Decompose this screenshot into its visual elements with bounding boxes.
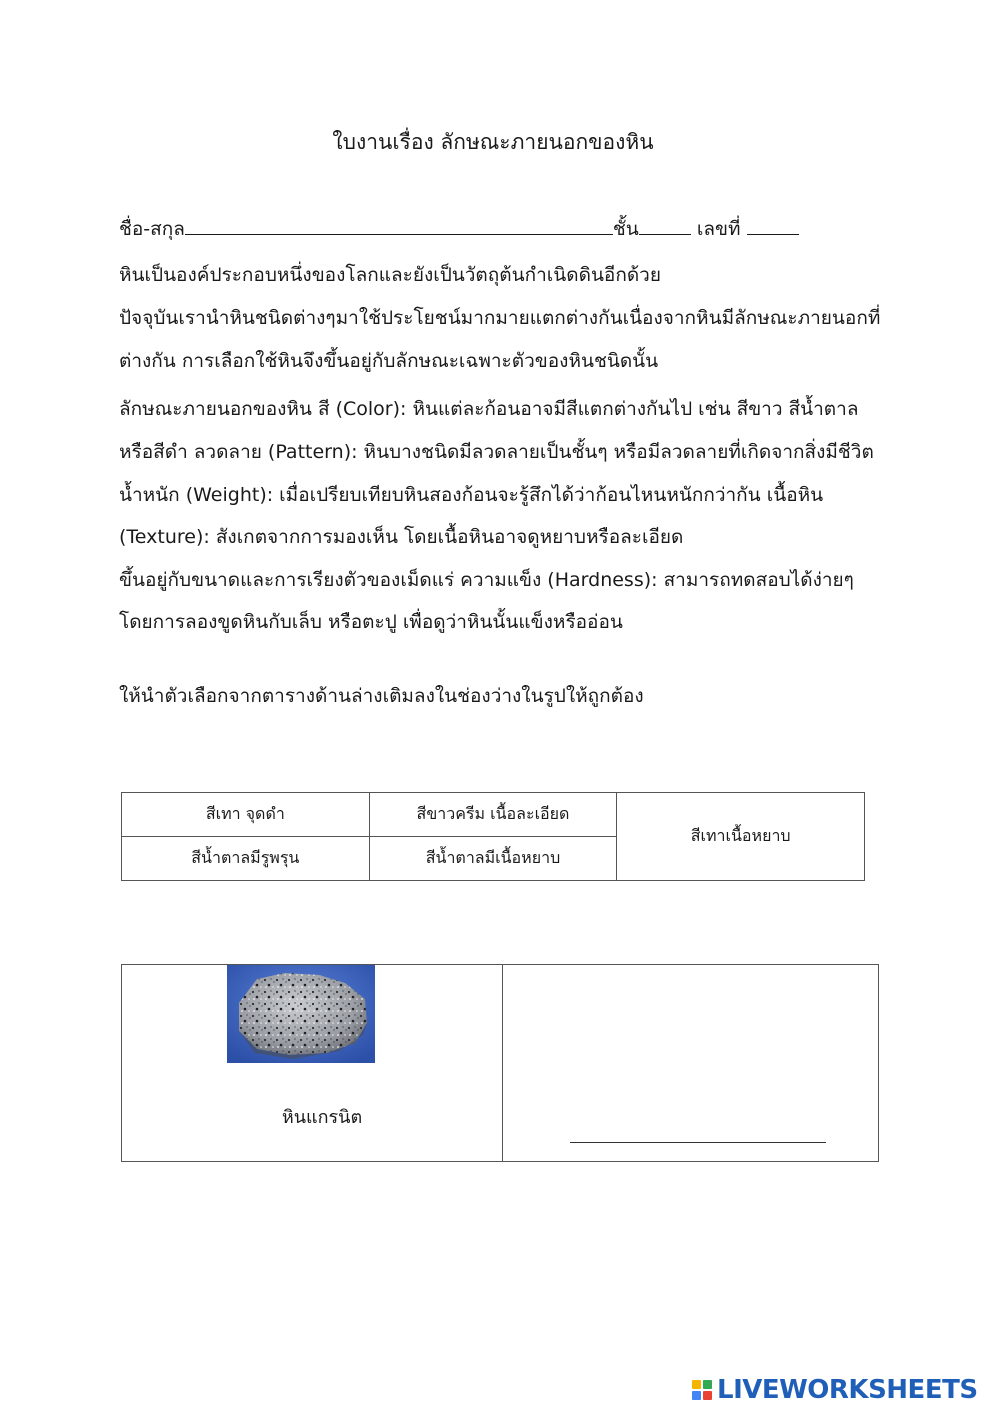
liveworksheets-logo[interactable] xyxy=(692,1374,978,1406)
paragraph-line: หรือสีดำ ลวดลาย (Pattern): หินบางชนิดมีลวดลายเป็นชั้นๆ หรือมีลวดลายที่เกิดจากสิ่งมีชีวิต xyxy=(119,441,874,463)
number-label: เลขที่ xyxy=(696,218,741,240)
logo-tiles-icon xyxy=(692,1380,712,1400)
paragraph-line: น้ำหนัก (Weight): เมื่อเปรียบเทียบหินสองก้อนจะรู้สึกได้ว่าก้อนไหนหนักกว่ากัน เนื้อหิน xyxy=(119,484,824,506)
class-blank[interactable] xyxy=(639,233,691,235)
number-blank[interactable] xyxy=(747,233,799,235)
instruction-text: ให้นำตัวเลือกจากตารางด้านล่างเติมลงในช่องว่างในรูปให้ถูกต้อง xyxy=(119,685,644,707)
choices-table xyxy=(121,792,865,881)
granite-photo xyxy=(227,965,375,1063)
name-label: ชื่อ-สกุล xyxy=(119,218,185,240)
answer-blank[interactable] xyxy=(570,1141,826,1143)
worksheet-title: ใบงานเรื่อง ลักษณะภายนอกของหิน xyxy=(332,130,654,154)
granite-rock-image xyxy=(227,965,375,1063)
paragraph-line: (Texture): สังเกตจากการมองเห็น โดยเนื้อหินอาจดูหยาบหรือละเอียด xyxy=(119,526,684,548)
choice-gray-black-dots[interactable]: สีเทา จุดดำ xyxy=(122,793,370,837)
paragraph-line: ขึ้นอยู่กับขนาดและการเรียงตัวของเม็ดแร่ ความแข็ง (Hardness): สามารถทดสอบได้ง่ายๆ xyxy=(119,569,854,591)
rock-cell xyxy=(122,965,503,1161)
choice-brown-coarse[interactable]: สีน้ำตาลมีเนื้อหยาบ xyxy=(369,837,617,881)
paragraph-line: โดยการลองขูดหินกับเล็บ หรือตะปู เพื่อดูว่าหินนั้นแข็งหรืออ่อน xyxy=(119,611,623,633)
rock-answer-box xyxy=(121,964,879,1162)
name-blank[interactable] xyxy=(185,233,613,235)
paragraph-line: ปัจจุบันเรานำหินชนิดต่างๆมาใช้ประโยชน์มากมายแตกต่างกันเนื่องจากหินมีลักษณะภายนอกที่ xyxy=(119,307,881,329)
logo-text: LIVEWORKSHEETS xyxy=(717,1375,978,1405)
paragraph-line: หินเป็นองค์ประกอบหนึ่งของโลกและยังเป็นวัตถุต้นกำเนิดดินอีกด้วย xyxy=(119,264,661,286)
student-info-line xyxy=(119,214,819,244)
choice-brown-porous[interactable]: สีน้ำตาลมีรูพรุน xyxy=(122,837,370,881)
choice-cream-fine[interactable]: สีขาวครีม เนื้อละเอียด xyxy=(369,793,617,837)
class-label: ชั้น xyxy=(612,218,639,240)
choice-gray-coarse[interactable]: สีเทาเนื้อหยาบ xyxy=(617,793,865,881)
paragraph-line: ลักษณะภายนอกของหิน สี (Color): หินแต่ละก้อนอาจมีสีแตกต่างกันไป เช่น สีขาว สีน้ำตาล xyxy=(119,398,859,420)
paragraph-line: ต่างกัน การเลือกใช้หินจึงขึ้นอยู่กับลักษณะเฉพาะตัวของหินชนิดนั้น xyxy=(119,350,659,372)
rock-name-label: หินแกรนิต xyxy=(281,1107,363,1128)
